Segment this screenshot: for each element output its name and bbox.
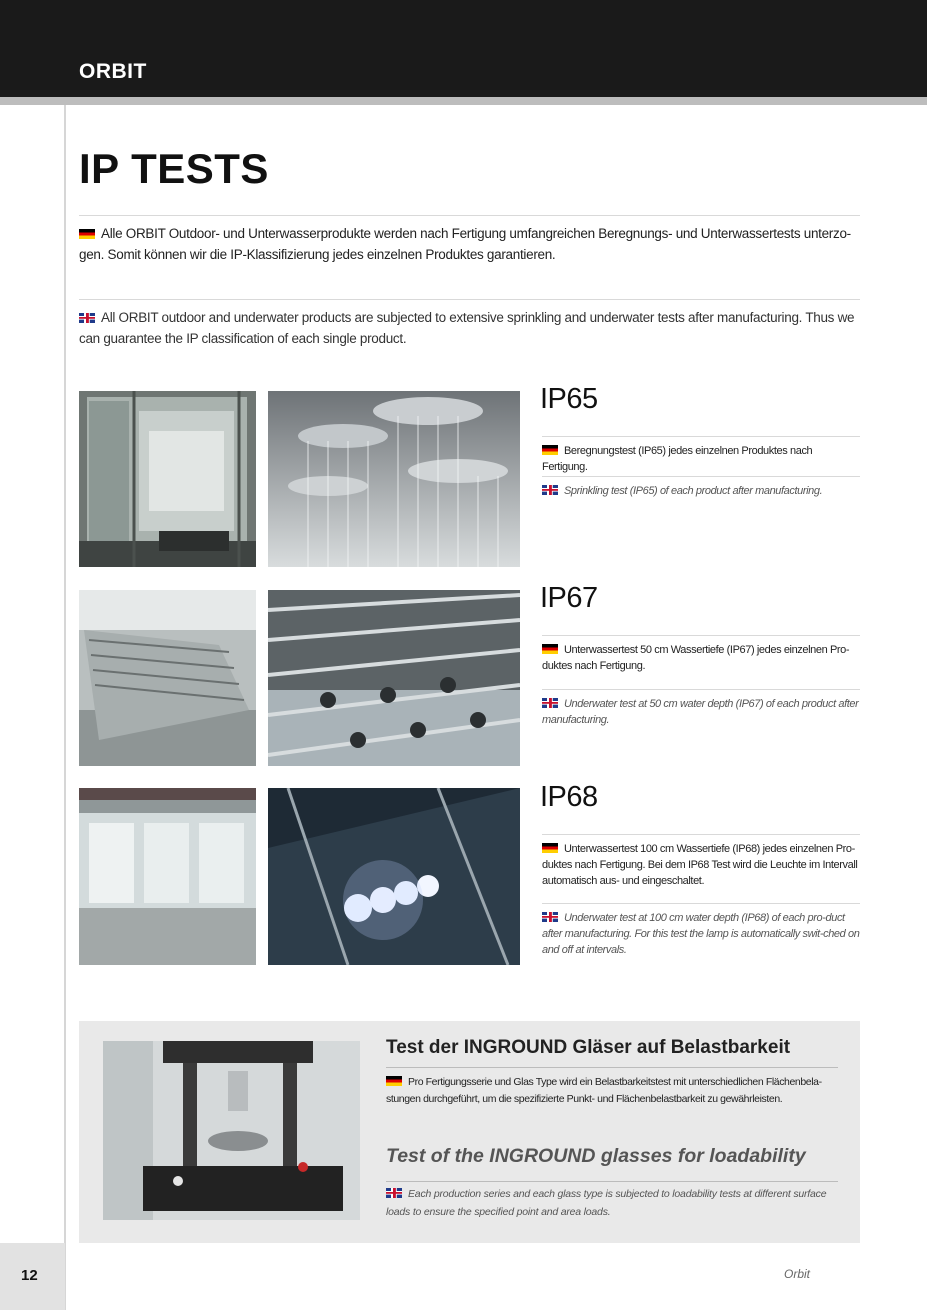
ip65-de (542, 436, 860, 475)
flag-uk-icon (542, 485, 558, 495)
inground-heading-de: Test der INGROUND Gläser auf Belastbarkeit (386, 1037, 791, 1058)
inground-photo (103, 1041, 360, 1220)
flag-uk-icon (386, 1188, 402, 1198)
inground-heading-en: Test of the INGROUND glasses for loadability (386, 1145, 806, 1167)
flag-germany-icon (542, 445, 558, 455)
ip68-title: IP68 (540, 781, 598, 813)
ip65-de-text: Beregnungstest (IP65) jedes einzelnen Produktes nach Fertigung. (542, 445, 813, 473)
left-margin-rule (64, 105, 66, 1310)
brand-logo: ORBIT (79, 60, 147, 83)
ip67-de (542, 635, 860, 674)
ip68-photo-left (79, 788, 256, 965)
ip67-en (542, 689, 860, 728)
flag-germany-icon (79, 229, 95, 239)
intro-en (79, 299, 860, 349)
page-header (0, 0, 927, 97)
flag-uk-icon (79, 313, 95, 323)
header-strip (0, 97, 927, 105)
ip67-photo-left (79, 590, 256, 766)
flag-germany-icon (542, 843, 558, 853)
ip68-de (542, 834, 860, 889)
inground-en (386, 1181, 838, 1221)
ip65-photo-right (268, 391, 520, 567)
flag-germany-icon (386, 1076, 402, 1086)
intro-de-text: Alle ORBIT Outdoor- und Unterwasserprodukte werden nach Fertigung umfangreichen Beregnungs- und Unterwassertests unterzo-gen. Somit können wir die IP-Klassifizierung jedes einzelnen Produktes garantieren. (79, 226, 851, 262)
inground-de (386, 1067, 838, 1108)
ip68-en (542, 903, 860, 958)
ip65-photo-left (79, 391, 256, 567)
inground-en-text: Each production series and each glass type is subjected to loadability tests at different surface loads to ensure the specified point and area loads. (386, 1188, 827, 1218)
inground-de-text: Pro Fertigungsserie und Glas Type wird ein Belastbarkeitstest mit unterschiedlichen Flächenbela-stungen durchgeführt, um die spezifizierte Punkt- und Flächenbelastbarkeit zu gewährleisten. (386, 1076, 822, 1105)
ip65-en-text: Sprinkling test (IP65) of each product after manufacturing. (564, 485, 823, 497)
ip67-de-text: Unterwassertest 50 cm Wassertiefe (IP67) jedes einzelnen Pro-duktes nach Fertigung. (542, 644, 850, 672)
footer-logo: Orbit (784, 1267, 811, 1281)
flag-germany-icon (542, 644, 558, 654)
ip67-en-text: Underwater test at 50 cm water depth (IP67) of each product after manufacturing. (542, 698, 859, 726)
ip65-en (542, 476, 860, 499)
flag-uk-icon (542, 912, 558, 922)
ip67-photo-right (268, 590, 520, 766)
intro-en-text: All ORBIT outdoor and underwater products are subjected to extensive sprinkling and underwater tests after manufacturing. Thus we can guarantee the IP classification of each single product. (79, 310, 855, 346)
page-title: IP TESTS (79, 145, 269, 192)
ip65-title: IP65 (540, 383, 598, 415)
ip67-title: IP67 (540, 582, 598, 614)
ip68-en-text: Underwater test at 100 cm water depth (IP68) of each pro-duct after manufacturing. For this test the lamp is automatically swit-ched on and off at intervals. (542, 912, 860, 956)
page-number: 12 (21, 1267, 38, 1284)
intro-de (79, 215, 860, 265)
ip68-de-text: Unterwassertest 100 cm Wassertiefe (IP68) jedes einzelnen Pro-duktes nach Fertigung. Bei dem IP68 Test wird die Leuchte im Intervall automatisch aus- und eingeschaltet. (542, 843, 858, 887)
ip68-photo-right (268, 788, 520, 965)
flag-uk-icon (542, 698, 558, 708)
